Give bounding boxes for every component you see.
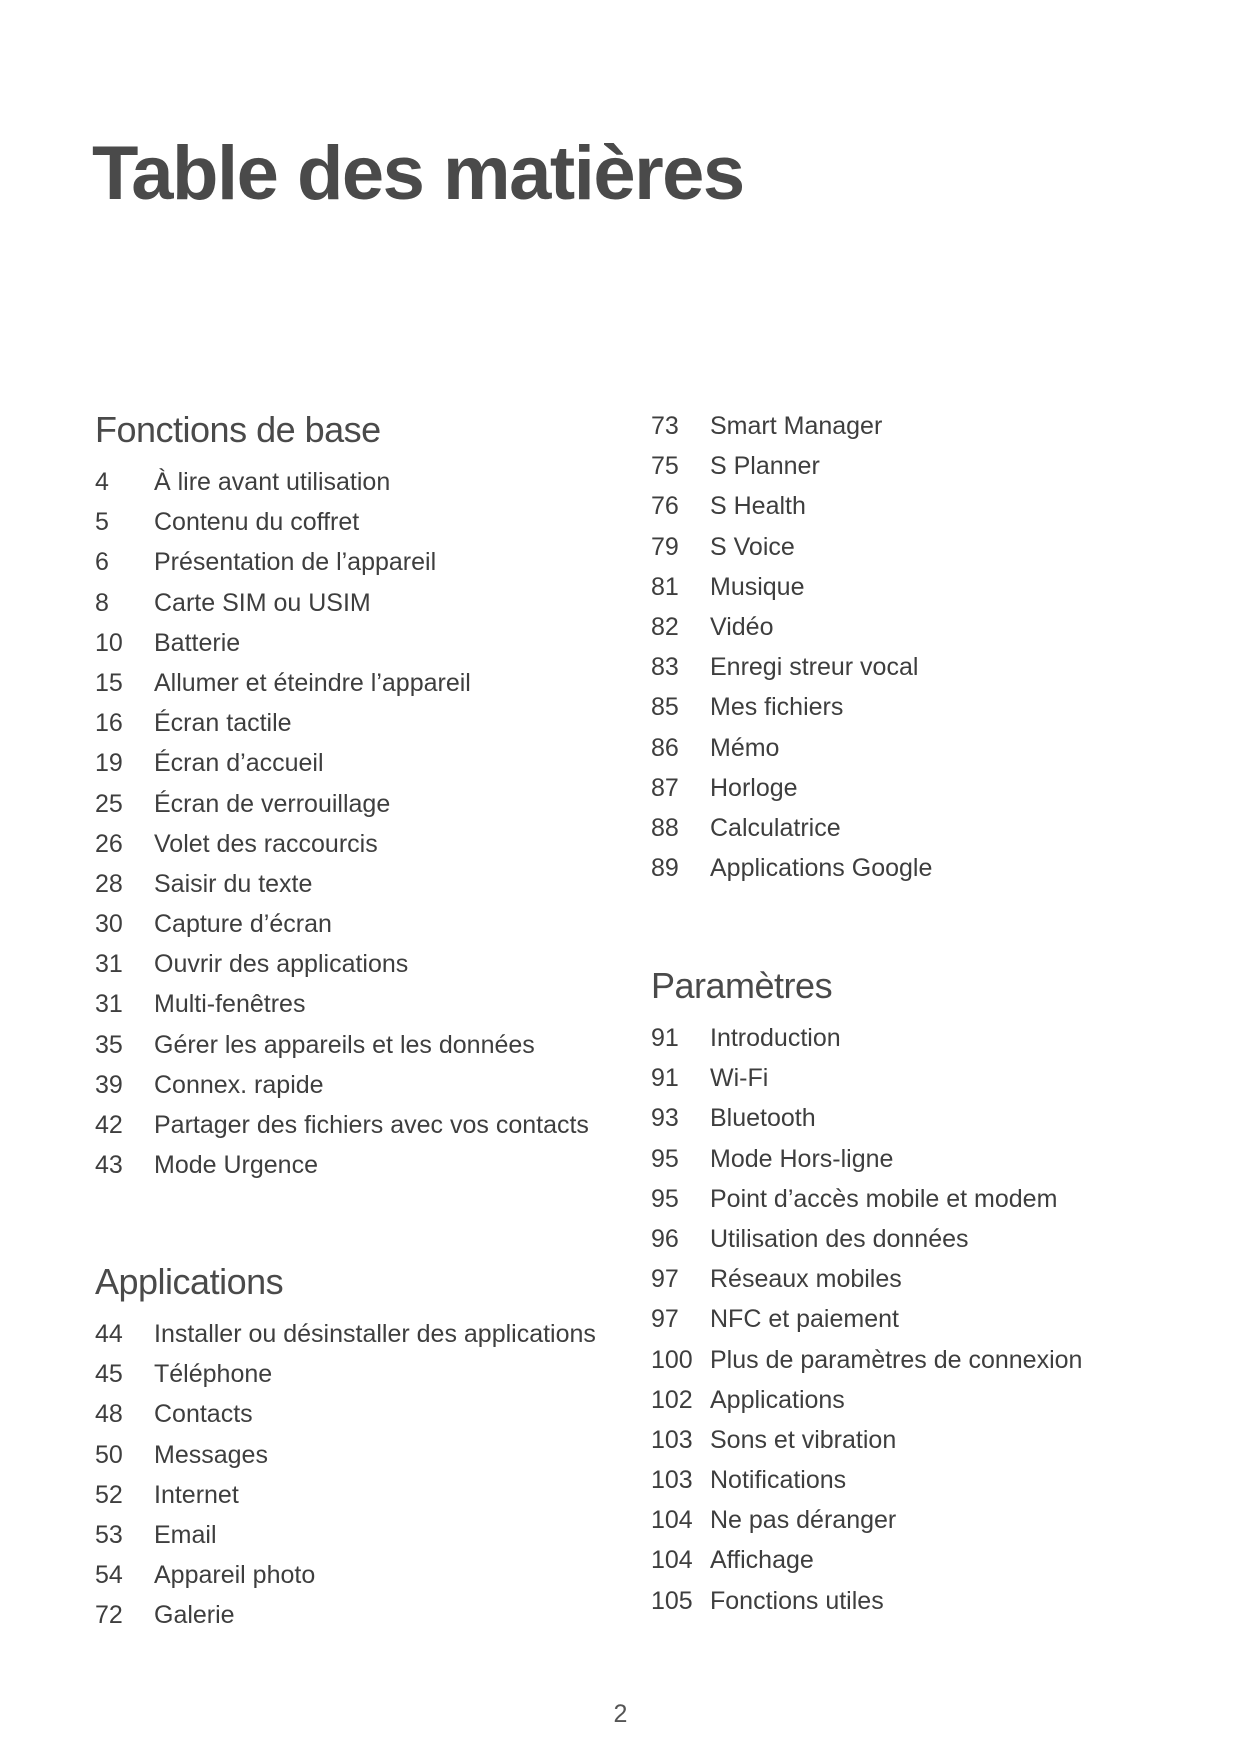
toc-entry-page: 103 — [651, 1425, 693, 1454]
toc-entry-label: Allumer et éteindre l’appareil — [154, 668, 471, 697]
toc-entry-label: Point d’accès mobile et modem — [710, 1184, 1058, 1213]
toc-entry[interactable] — [95, 1354, 655, 1394]
toc-entry-page: 89 — [651, 854, 679, 883]
toc-entry-label: Carte SIM ou USIM — [154, 588, 371, 617]
toc-entry[interactable] — [651, 607, 1211, 647]
toc-entry-page: 102 — [651, 1385, 693, 1414]
section-applications-continued — [651, 406, 1211, 888]
toc-list — [95, 1314, 655, 1636]
toc-entry-page: 19 — [95, 749, 123, 778]
toc-entry-label: Enregi streur vocal — [710, 653, 919, 682]
toc-entry[interactable] — [95, 743, 655, 783]
toc-entry-label: À lire avant utilisation — [154, 468, 391, 496]
toc-entry[interactable] — [651, 527, 1211, 567]
toc-entry-page: 8 — [95, 588, 109, 617]
toc-entry[interactable] — [651, 687, 1211, 727]
toc-entry-label: Notifications — [710, 1466, 847, 1495]
section-heading: Fonctions de base — [95, 409, 381, 450]
toc-entry-page: 91 — [651, 1024, 679, 1052]
toc-entry[interactable] — [95, 1314, 655, 1354]
toc-entry[interactable] — [651, 1340, 1211, 1380]
toc-entry-label: Écran tactile — [154, 709, 292, 738]
toc-entry-label: Applications Google — [710, 854, 933, 883]
toc-entry[interactable] — [651, 1219, 1211, 1259]
toc-entry-label: Horloge — [710, 773, 798, 802]
toc-entry-label: Sons et vibration — [710, 1425, 897, 1454]
toc-entry-page: 4 — [95, 468, 109, 496]
toc-entry-page: 5 — [95, 508, 109, 537]
toc-entry[interactable] — [95, 824, 655, 864]
toc-entry[interactable] — [651, 1179, 1211, 1219]
toc-entry-page: 104 — [651, 1506, 693, 1535]
toc-entry[interactable] — [651, 1420, 1211, 1460]
toc-entry[interactable] — [95, 1595, 655, 1635]
toc-entry-label: Ne pas déranger — [710, 1506, 897, 1535]
toc-entry-page: 105 — [651, 1586, 693, 1615]
toc-entry-page: 73 — [651, 412, 679, 440]
toc-entry-label: Téléphone — [154, 1360, 273, 1389]
toc-entry-page: 95 — [651, 1184, 679, 1213]
toc-entry-label: Mémo — [710, 733, 780, 762]
toc-entry-page: 86 — [651, 733, 679, 762]
toc-entry-label: Partager des fichiers avec vos contacts — [154, 1111, 589, 1139]
toc-entry[interactable] — [95, 1025, 655, 1065]
toc-entry-label: Introduction — [710, 1024, 841, 1052]
section-heading: Applications — [95, 1261, 284, 1302]
toc-entry-page: 83 — [651, 653, 679, 682]
toc-entry[interactable] — [651, 1259, 1211, 1299]
toc-entry-page: 81 — [651, 572, 679, 601]
toc-entry-label: Batterie — [154, 628, 241, 657]
toc-entry-page: 39 — [95, 1070, 123, 1099]
toc-entry-page: 79 — [651, 532, 679, 561]
toc-entry-page: 88 — [651, 813, 679, 842]
toc-entry-label: Mes fichiers — [710, 693, 844, 722]
toc-entry-page: 54 — [95, 1561, 123, 1590]
toc-entry-label: Installer ou désinstaller des applications — [154, 1320, 596, 1348]
toc-entry-page: 104 — [651, 1546, 693, 1575]
toc-entry-page: 25 — [95, 789, 123, 818]
toc-entry[interactable] — [651, 1139, 1211, 1179]
toc-entry[interactable] — [651, 1018, 1211, 1058]
toc-entry-page: 16 — [95, 709, 123, 738]
toc-entry-label: S Voice — [710, 532, 795, 561]
toc-entry-page: 75 — [651, 452, 679, 481]
toc-entry-page: 15 — [95, 668, 123, 697]
toc-entry[interactable] — [95, 1145, 655, 1185]
toc-entry-page: 26 — [95, 829, 123, 858]
toc-entry-label: Gérer les appareils et les données — [154, 1030, 535, 1059]
toc-entry-label: Mode Urgence — [154, 1151, 318, 1180]
toc-entry-label: Multi-fenêtres — [154, 990, 306, 1019]
section-heading: Paramètres — [651, 965, 833, 1006]
toc-entry[interactable] — [95, 502, 655, 542]
toc-entry[interactable] — [95, 583, 655, 623]
toc-entry-label: Contacts — [154, 1400, 253, 1429]
page-title: Table des matières — [92, 131, 744, 216]
toc-entry[interactable] — [651, 768, 1211, 808]
toc-entry-label: Smart Manager — [710, 412, 883, 440]
toc-entry[interactable] — [651, 486, 1211, 526]
toc-entry[interactable] — [95, 944, 655, 984]
toc-entry-label: S Health — [710, 492, 806, 521]
toc-entry-label: Connex. rapide — [154, 1070, 324, 1099]
toc-entry-label: Capture d’écran — [154, 910, 332, 939]
toc-list — [651, 1018, 1211, 1621]
toc-entry-label: Mode Hors-ligne — [710, 1144, 894, 1173]
toc-entry-label: Applications — [710, 1385, 845, 1414]
toc-entry-label: NFC et paiement — [710, 1305, 899, 1334]
toc-entry[interactable] — [95, 462, 655, 502]
toc-entry[interactable] — [95, 663, 655, 703]
toc-entry[interactable] — [651, 406, 1211, 446]
toc-entry[interactable] — [651, 1581, 1211, 1621]
toc-entry-label: Réseaux mobiles — [710, 1265, 902, 1294]
toc-entry[interactable] — [651, 567, 1211, 607]
toc-entry[interactable] — [651, 1540, 1211, 1580]
toc-entry-page: 85 — [651, 693, 679, 722]
toc-entry[interactable] — [95, 1065, 655, 1105]
toc-entry-page: 42 — [95, 1111, 123, 1139]
toc-entry[interactable] — [651, 1098, 1211, 1138]
toc-entry[interactable] — [95, 1515, 655, 1555]
toc-entry[interactable] — [95, 703, 655, 743]
toc-entry-label: Utilisation des données — [710, 1224, 969, 1253]
toc-entry[interactable] — [651, 848, 1211, 888]
section-applications — [95, 1260, 655, 1636]
toc-entry-label: Contenu du coffret — [154, 508, 360, 537]
toc-entry-page: 82 — [651, 612, 679, 641]
toc-entry-page: 91 — [651, 1064, 679, 1093]
toc-entry[interactable] — [95, 784, 655, 824]
toc-entry-label: Écran de verrouillage — [154, 789, 391, 818]
toc-list — [95, 462, 655, 1185]
toc-entry-label: Affichage — [710, 1546, 814, 1575]
section-parametres — [651, 964, 1211, 1621]
toc-entry-page: 52 — [95, 1480, 123, 1509]
toc-entry-page: 31 — [95, 950, 123, 979]
toc-entry-label: Bluetooth — [710, 1104, 816, 1133]
toc-entry-page: 10 — [95, 628, 123, 657]
toc-entry[interactable] — [651, 728, 1211, 768]
toc-entry-page: 87 — [651, 773, 679, 802]
toc-entry-page: 93 — [651, 1104, 679, 1133]
toc-entry[interactable] — [651, 1058, 1211, 1098]
toc-entry-label: Vidéo — [710, 612, 774, 641]
toc-entry-page: 72 — [95, 1601, 123, 1630]
toc-entry-page: 30 — [95, 910, 123, 939]
toc-entry[interactable] — [95, 864, 655, 904]
toc-list — [651, 406, 1211, 888]
toc-entry-label: Musique — [710, 572, 805, 601]
toc-entry-label: Plus de paramètres de connexion — [710, 1345, 1083, 1374]
toc-entry-label: Ouvrir des applications — [154, 950, 409, 979]
page-number: 2 — [613, 1700, 628, 1728]
toc-entry[interactable] — [95, 623, 655, 663]
toc-entry-label: Fonctions utiles — [710, 1586, 884, 1615]
toc-entry-label: Écran d’accueil — [154, 749, 324, 778]
toc-entry-page: 44 — [95, 1320, 123, 1348]
toc-entry[interactable] — [95, 542, 655, 582]
toc-entry-page: 100 — [651, 1345, 693, 1374]
toc-entry-label: Calculatrice — [710, 813, 841, 842]
toc-entry[interactable] — [95, 904, 655, 944]
toc-entry[interactable] — [95, 1394, 655, 1434]
toc-entry-page: 43 — [95, 1151, 123, 1180]
toc-entry-label: Internet — [154, 1480, 239, 1509]
toc-entry-page: 95 — [651, 1144, 679, 1173]
toc-entry-page: 53 — [95, 1520, 123, 1549]
section-fonctions-de-base — [95, 408, 655, 1185]
toc-entry[interactable] — [651, 1500, 1211, 1540]
toc-entry-page: 76 — [651, 492, 679, 521]
toc-entry[interactable] — [95, 1555, 655, 1595]
toc-entry-label: Appareil photo — [154, 1561, 316, 1590]
toc-entry-label: Volet des raccourcis — [154, 829, 378, 858]
toc-entry[interactable] — [95, 984, 655, 1024]
toc-entry-label: Messages — [154, 1440, 268, 1469]
toc-entry[interactable] — [651, 808, 1211, 848]
toc-entry[interactable] — [651, 446, 1211, 486]
toc-entry-label: Présentation de l’appareil — [154, 548, 437, 577]
toc-entry-label: S Planner — [710, 452, 820, 481]
toc-entry-page: 28 — [95, 869, 123, 898]
toc-entry-page: 97 — [651, 1305, 679, 1334]
toc-entry[interactable] — [95, 1105, 655, 1145]
toc-entry[interactable] — [651, 1460, 1211, 1500]
toc-entry-label: Saisir du texte — [154, 869, 313, 898]
toc-entry-page: 6 — [95, 548, 109, 577]
toc-entry[interactable] — [651, 1380, 1211, 1420]
toc-entry-label: Wi-Fi — [710, 1064, 769, 1093]
toc-entry-page: 48 — [95, 1400, 123, 1429]
toc-entry-page: 31 — [95, 990, 123, 1019]
toc-entry[interactable] — [95, 1475, 655, 1515]
toc-entry-page: 103 — [651, 1466, 693, 1495]
toc-entry-page: 45 — [95, 1360, 123, 1389]
toc-entry-page: 96 — [651, 1224, 679, 1253]
toc-entry[interactable] — [651, 647, 1211, 687]
toc-entry-page: 35 — [95, 1030, 123, 1059]
toc-entry[interactable] — [95, 1435, 655, 1475]
toc-entry-page: 97 — [651, 1265, 679, 1294]
toc-entry-label: Galerie — [154, 1601, 235, 1630]
toc-entry-page: 50 — [95, 1440, 123, 1469]
toc-entry-label: Email — [154, 1520, 217, 1549]
toc-entry[interactable] — [651, 1299, 1211, 1339]
